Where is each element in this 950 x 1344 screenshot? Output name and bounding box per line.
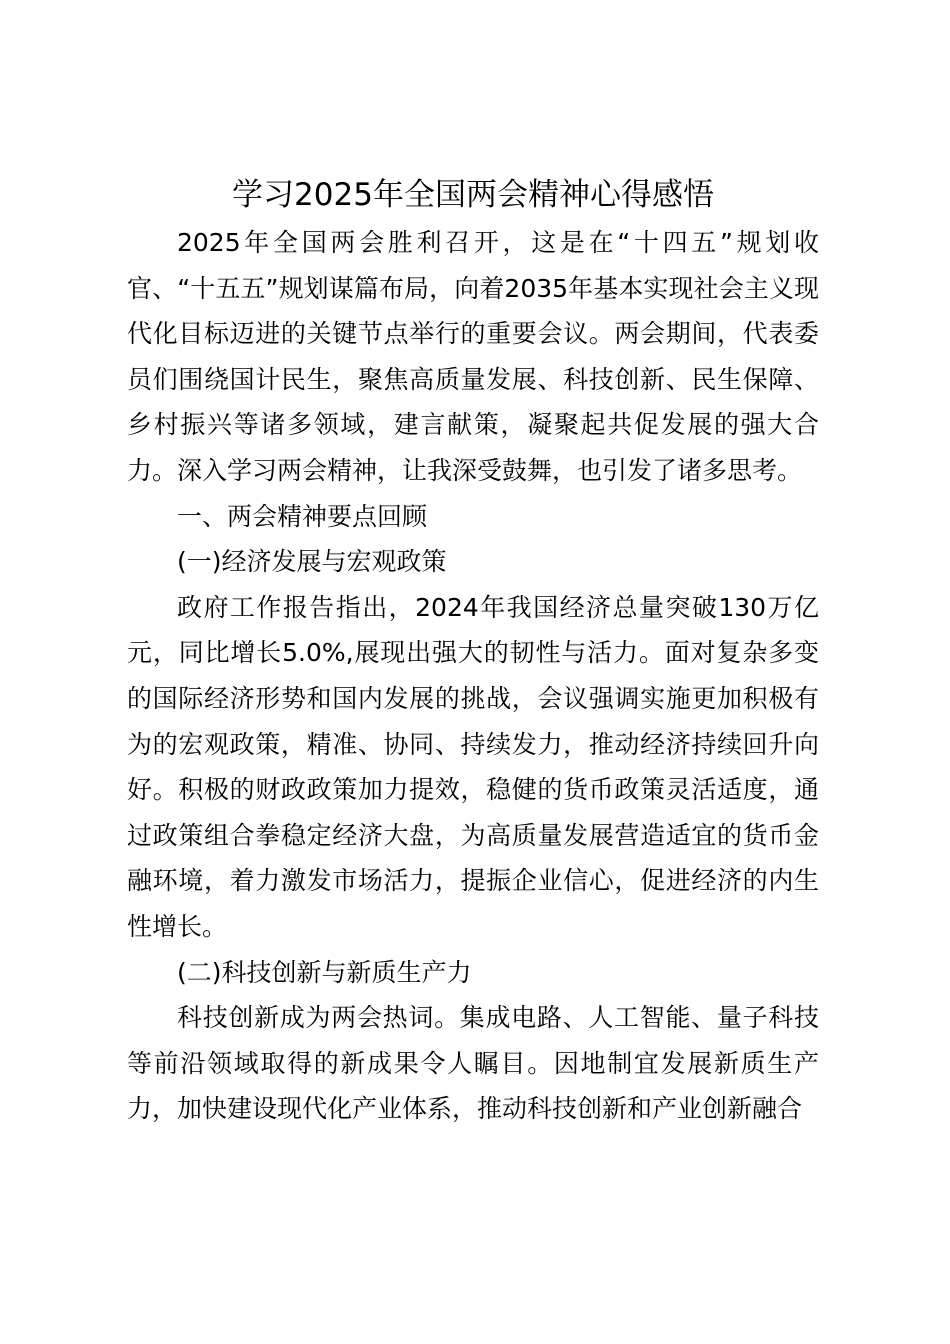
economy-paragraph: 政府工作报告指出，2024年我国经济总量突破130万亿元，同比增长5.0%,展现出强大的韧性与活力。面对复杂多变的国际经济形势和国内发展的挑战，会议强调实施更加积极有为的宏观政策，精准、协同、持续发力，推动经济持续回升向好。积极的财政政策加力提效，稳健的货币政策灵活适度，通过政策组合拳稳定经济大盘，为高质量发展营造适宜的货币金融环境，着力激发市场活力，提振企业信心，促进经济的内生性增长。 [127, 592, 819, 941]
section-heading-1: 一、两会精神要点回顾 [177, 501, 428, 531]
subsection-heading-1: (一)经济发展与宏观政策 [177, 547, 447, 577]
innovation-paragraph: 科技创新成为两会热词。集成电路、人工智能、量子科技等前沿领域取得的新成果令人瞩目。因地制宜发展新质生产力，加快建设现代化产业体系，推动科技创新和产业创新融合 [127, 1003, 819, 1124]
document-title: 学习2025年全国两会精神心得感悟 [232, 177, 714, 213]
intro-paragraph: 2025年全国两会胜利召开，这是在“十四五”规划收官、“十五五”规划谋篇布局，向着2035年基本实现社会主义现代化目标迈进的关键节点举行的重要会议。两会期间，代表委员们围绕国计民生，聚焦高质量发展、科技创新、民生保障、乡村振兴等诸多领域，建言献策，凝聚起共促发展的强大合力。深入学习两会精神，让我深受鼓舞，也引发了诸多思考。 [127, 228, 819, 485]
document-page [127, 170, 819, 1132]
subsection-heading-2: (二)科技创新与新质生产力 [177, 957, 472, 987]
